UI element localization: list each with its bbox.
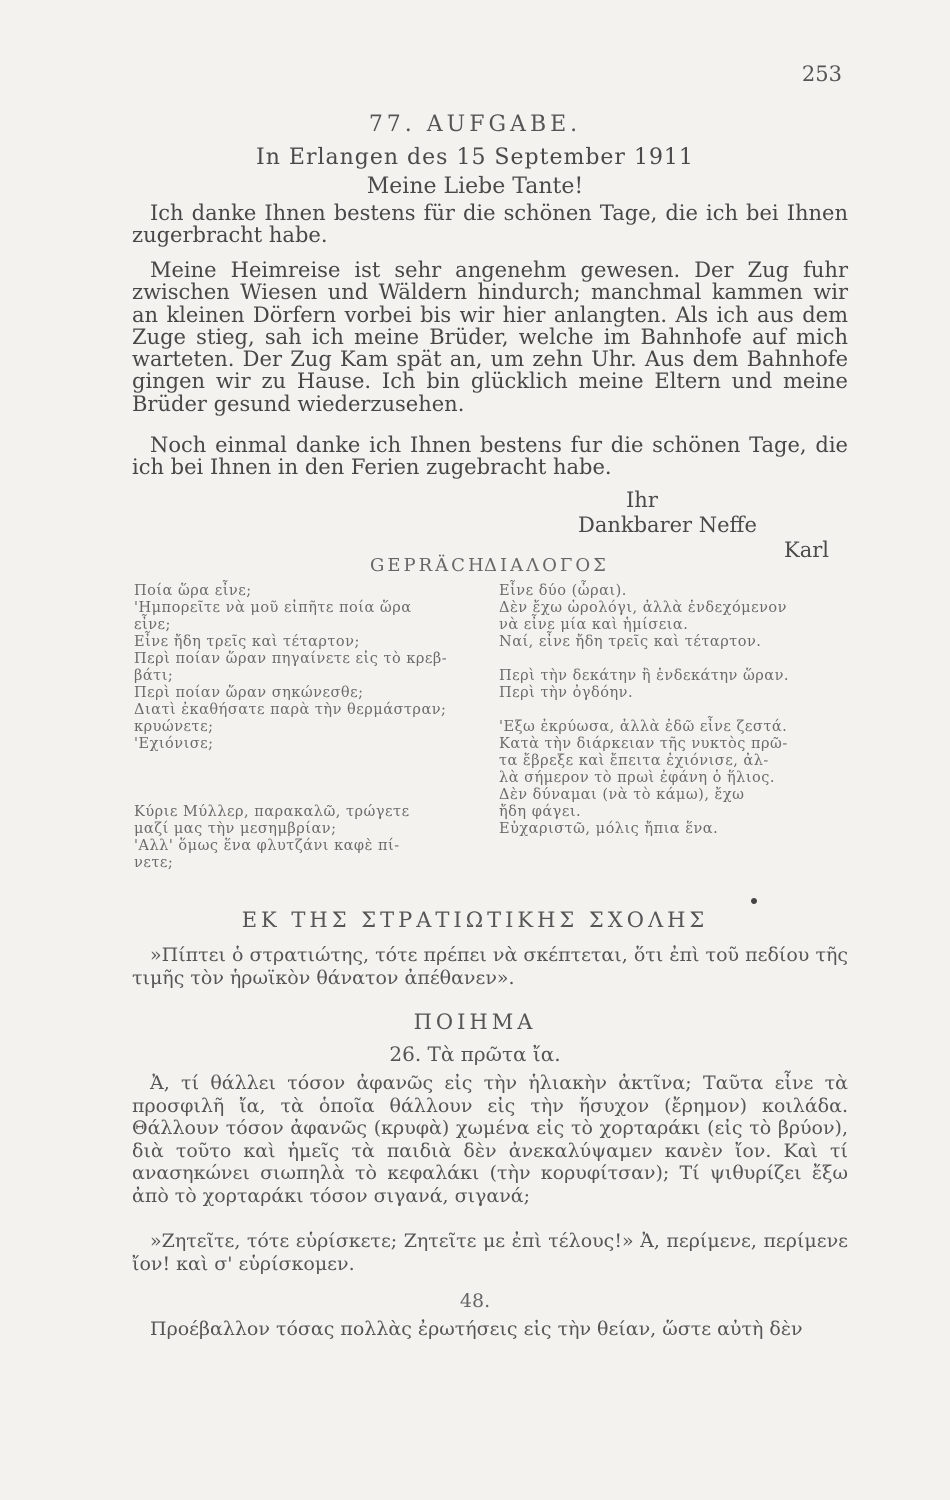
dialogue-heading-greek: ΔΙΑΛΟΓΟΣ xyxy=(484,555,609,576)
military-heading: ΕΚ ΤΗΣ ΣΤΡΑΤΙΩΤΙΚΗΣ ΣΧΟΛΗΣ xyxy=(241,908,709,932)
letter-closing: Dankbarer Neffe xyxy=(578,513,757,537)
letter-paragraph: Meine Heimreise ist sehr angenehm gewesen. Der Zug fuhr zwischen Wiesen und Wäldern hindurch; manchmal kammen wir an kleinen Dörfern vorbei bis wir hier anlangten. Als ich aus dem Zuge stieg, sah ich meine Brüder, welche im Bahnhofe auf mich warteten. Der Zug Kam spät an, um zehn Uhr. Aus dem Bahnhofe gingen wir zu Hause. Ich bin glücklich meine Eltern und meine Brüder gesund wiederzusehen. xyxy=(132,258,848,416)
letter-salutation: Meine Liebe Tante! xyxy=(366,174,584,199)
poem-heading: ΠΟΙΗΜΑ xyxy=(413,1010,537,1034)
poem-paragraph: Ἀ, τί θάλλει τόσον ἀφανῶς εἰς τὴν ἡλιακὴν ἀκτῖνα; Ταῦτα εἶνε τὰ προσφιλῆ ἴα, τὰ ὁποῖα θάλλουν εἰς τὴν ἥσυχον (ἔρημον) κοιλάδα. Θάλλουν τόσον ἀφανῶς (κρυφὰ) χωμένα εἰς τὸ χορταράκι (εἰς τὸ βρύον), διὰ τοῦτο καὶ ἡμεῖς τὰ παιδιὰ δὲν ἀνεκαλύψαμεν κανὲν ἴον. Καὶ τί ανασηκώνει σιωπηλὰ τὸ κεφαλάκι (τὴν κορυφίτσαν); Τί ψιθυρίζει ἔξω ἀπὸ τὸ χορταράκι τόσον σιγανά, σιγανά; xyxy=(132,1072,848,1207)
poem-paragraph: »Ζητεῖτε, τότε εὑρίσκετε; Ζητεῖτε με ἐπὶ τέλους!» Ἀ, περίμενε, περίμενε ἴον! καὶ σ' εὑρίσκομεν. xyxy=(132,1230,848,1275)
exercise-title: 77. AUFGABE. xyxy=(368,112,582,137)
letter-dateline: In Erlangen des 15 September 1911 xyxy=(256,145,694,170)
bullet-mark xyxy=(751,898,757,904)
letter-paragraph: Ich danke Ihnen bestens für die schönen Tage, die ich bei Ihnen zugerbracht habe. xyxy=(132,201,848,248)
military-text: »Πίπτει ὁ στρατιώτης, τότε πρέπει νὰ σκέπτεται, ὅτι ἐπὶ τοῦ πεδίου τῆς τιμῆς τὸν ἡρωϊκὸν θάνατον ἀπέθανεν». xyxy=(132,944,848,989)
letter-paragraph: Noch einmal danke ich Ihnen bestens fur die schönen Tage, die ich bei Ihnen in den Ferien zugebracht habe. xyxy=(132,433,848,480)
page-number: 253 xyxy=(801,62,842,86)
poem-subheading: 26. Τὰ πρῶτα ἴα. xyxy=(389,1042,561,1066)
section-text: Προέβαλλον τόσας πολλὰς ἐρωτήσεις εἰς τὴν θείαν, ὥστε αὐτὴ δὲν xyxy=(150,1318,803,1340)
dialogue-heading-german: GEPRÄCH xyxy=(370,555,487,576)
dialogue-answers: Εἶνε δύο (ὧραι). Δὲν ἔχω ὡρολόγι, ἀλλὰ ἐνδεχόμενον νὰ εἶνε μία καὶ ἡμίσεια. Ναί, εἶνε ἤδη τρεῖς καὶ τέταρτον. Περὶ τὴν δεκάτην ἢ ἑνδεκάτην ὥραν. Περὶ τὴν ὀγδόην. 'Εξω ἐκρύωσα, ἀλλὰ ἐδῶ εἶνε ζεστά. Κατὰ τὴν διάρκειαν τῆς νυκτὸς πρῶ- τα ἔβρεξε καὶ ἔπειτα ἐχιόνισε, ἀλ- λὰ σήμερον τὸ πρωὶ ἐφάνη ὁ ἥλιος. Δὲν δύναμαι (νὰ τὸ κάμω), ἔχω ἤδη φάγει. Εὐχαριστῶ, μόλις ἤπια ἕνα. xyxy=(499,583,790,837)
section-number: 48. xyxy=(459,1290,491,1312)
letter-closing: Ihr xyxy=(626,488,658,512)
dialogue-questions: Ποία ὥρα εἶνε; 'Ημπορεῖτε νὰ μοῦ εἰπῆτε ποία ὥρα εἶνε; Εἶνε ἤδη τρεῖς καὶ τέταρτον; Περὶ ποίαν ὥραν πηγαίνετε εἰς τὸ κρεβ- βάτι; Περὶ ποίαν ὥραν σηκώνεσθε; Διατὶ ἐκαθήσατε παρὰ τὴν θερμάστραν; κρυώνετε; 'Εχιόνισε; Κύριε Μύλλερ, παρακαλῶ, τρώγετε μαζί μας τὴν μεσημβρίαν; 'Αλλ' ὅμως ἕνα φλυτζάνι καφὲ πί- νετε; xyxy=(134,583,448,871)
letter-signature: Karl xyxy=(784,538,829,562)
